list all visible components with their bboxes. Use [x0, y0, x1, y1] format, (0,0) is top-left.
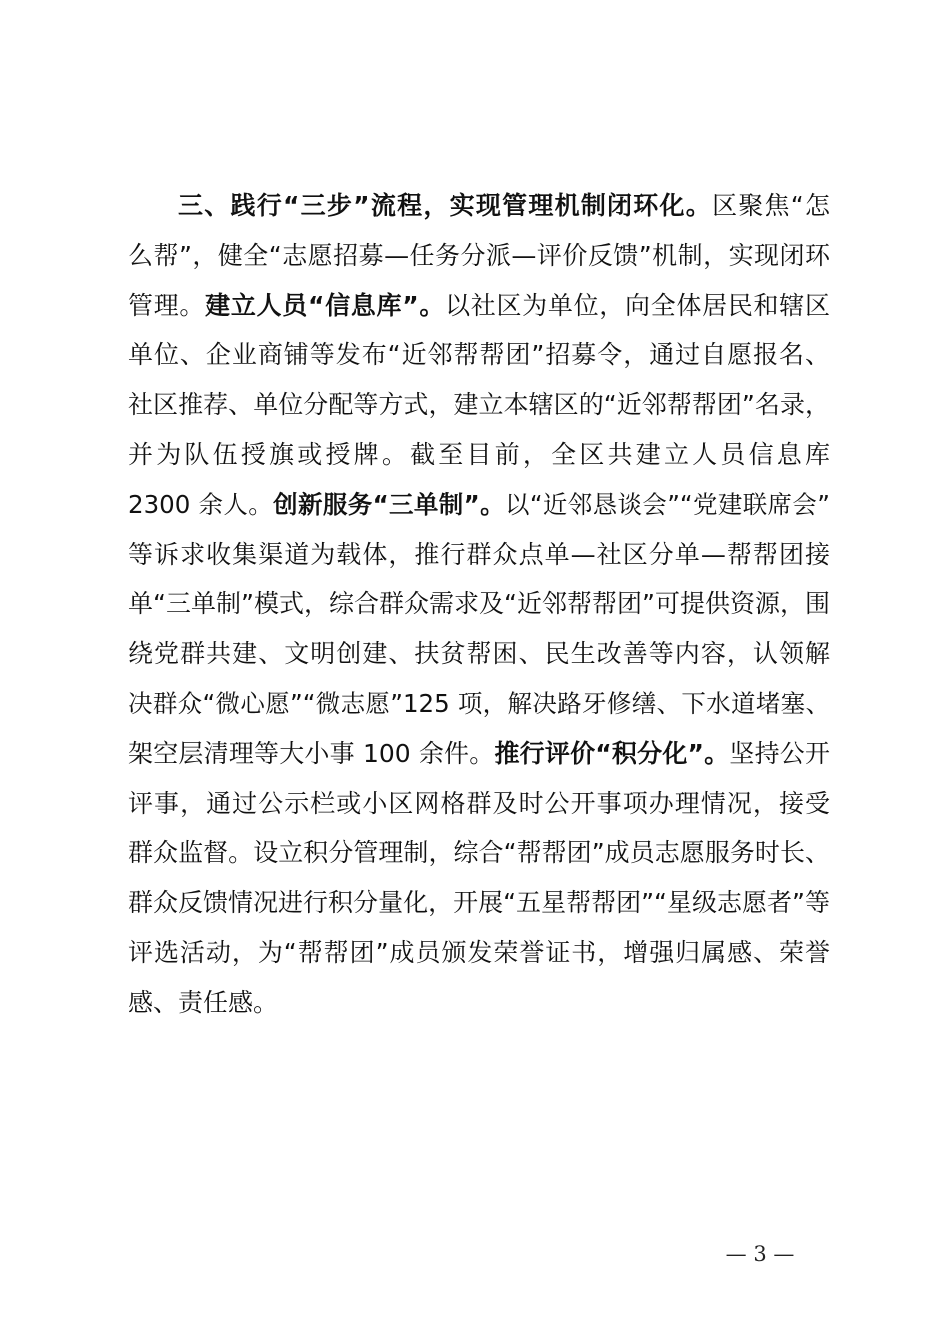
- text-segment: 群众监督。设立积分管理制，综合“帮帮团”成员志愿服务时长、: [128, 838, 830, 868]
- bold-heading-segment: 建立人员“信息库”。: [205, 290, 446, 320]
- text-line: [128, 684, 830, 734]
- text-segment: 单“三单制”模式，综合群众需求及“近邻帮帮团”可提供资源，围: [128, 589, 830, 619]
- text-segment: 以“近邻恳谈会”“党建联席会”: [504, 489, 830, 519]
- text-segment: 等诉求收集渠道为载体，推行群众点单—社区分单—帮帮团接: [128, 539, 830, 569]
- text-segment: 评事，通过公示栏或小区网格群及时公开事项办理情况，接受: [128, 788, 830, 818]
- text-segment: 群众反馈情况进行积分量化，开展“五星帮帮团”“星级志愿者”等: [128, 888, 830, 918]
- text-segment: 坚持公开: [729, 738, 830, 768]
- text-line: [128, 435, 830, 485]
- text-segment: 并为队伍授旗或授牌。截至目前，全区共建立人员信息库: [128, 439, 830, 469]
- text-line: [128, 734, 830, 784]
- text-line: [128, 385, 830, 435]
- text-segment: 社区推荐、单位分配等方式，建立本辖区的“近邻帮帮团”名录，: [128, 390, 830, 420]
- text-segment: 单位、企业商铺等发布“近邻帮帮团”招募令，通过自愿报名、: [128, 340, 830, 370]
- text-line: [128, 186, 830, 236]
- body-paragraph: [128, 186, 830, 1033]
- text-line: [128, 485, 830, 535]
- text-segment: 绕党群共建、文明创建、扶贫帮困、民生改善等内容，认领解: [128, 639, 830, 669]
- text-line: [128, 634, 830, 684]
- text-line: [128, 983, 830, 1033]
- page-number: — 3 —: [725, 1242, 795, 1266]
- text-segment: 区聚焦“怎: [712, 191, 831, 220]
- text-segment: 评选活动，为“帮帮团”成员颁发荣誉证书，增强归属感、荣誉: [128, 937, 830, 967]
- bold-heading-segment: 推行评价“积分化”。: [494, 738, 730, 768]
- text-line: [128, 584, 830, 634]
- text-line: [128, 883, 830, 933]
- text-line: [128, 286, 830, 336]
- text-segment: 架空层清理等大小事 100 余件。: [128, 738, 495, 768]
- bold-heading-segment: 创新服务“三单制”。: [273, 489, 505, 519]
- text-segment: 以社区为单位，向全体居民和辖区: [445, 290, 830, 320]
- text-line: [128, 784, 830, 834]
- text-segment: 管理。: [128, 290, 206, 320]
- text-segment: 感、责任感。: [128, 987, 279, 1017]
- text-line: [128, 335, 830, 385]
- text-line: [128, 833, 830, 883]
- bold-heading-segment: 三、践行“三步”流程，实现管理机制闭环化。: [178, 191, 713, 220]
- text-segment: 决群众“微心愿”“微志愿”125 项，解决路牙修缮、下水道堵塞、: [128, 688, 830, 718]
- text-line: [128, 236, 830, 286]
- text-line: [128, 535, 830, 585]
- text-segment: 么帮”，健全“志愿招募—任务分派—评价反馈”机制，实现闭环: [128, 240, 830, 270]
- text-line: [128, 933, 830, 983]
- text-segment: 2300 余人。: [128, 489, 274, 519]
